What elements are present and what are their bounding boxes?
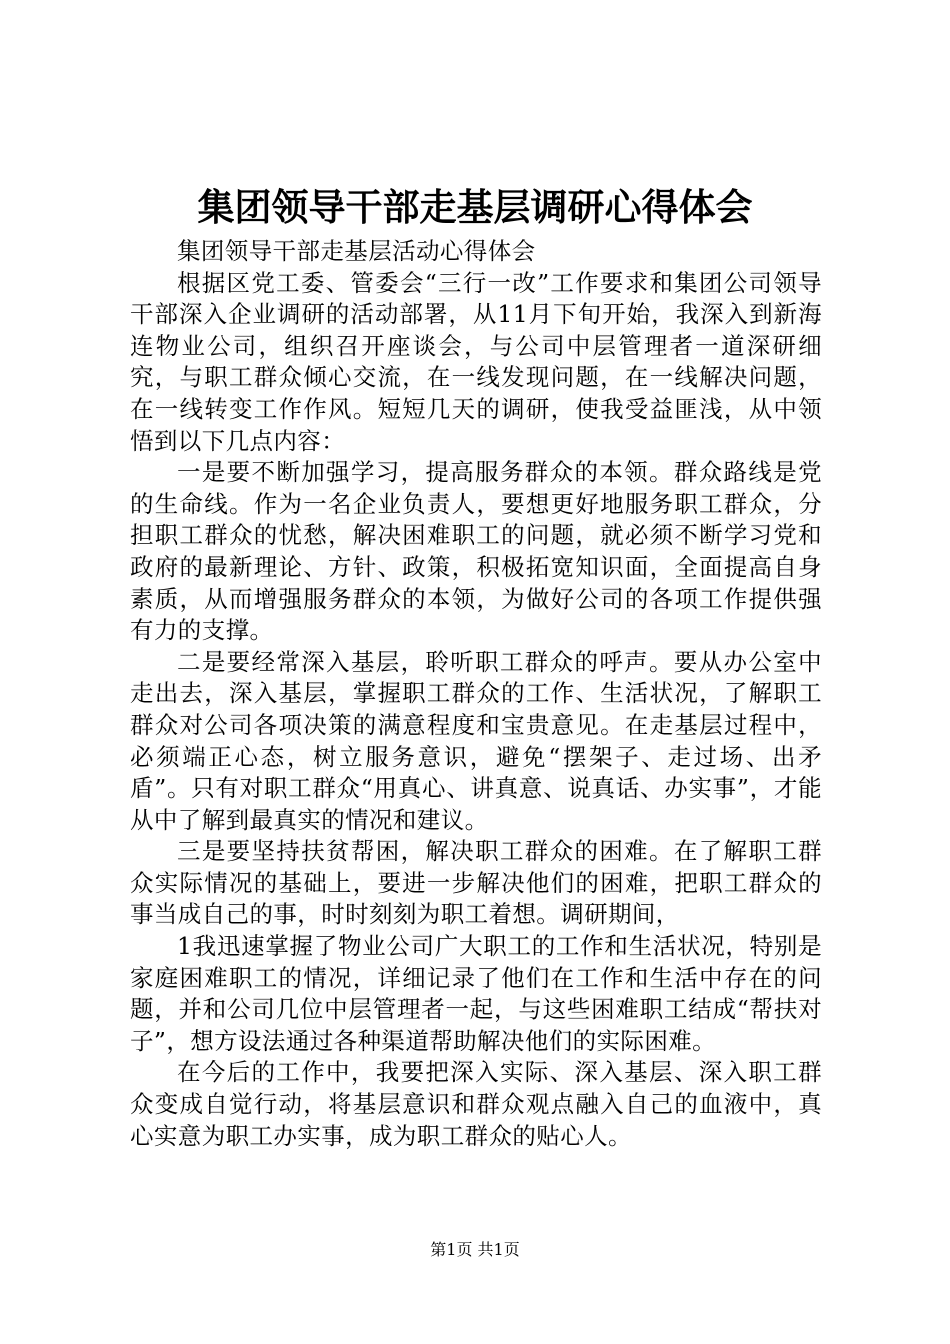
conclusion-paragraph: 在今后的工作中，我要把深入实际、深入基层、深入职工群众变成自觉行动，将基层意识和群众观点融入自己的血液中，真心实意为职工办实事，成为职工群众的贴心人。 [130,1058,822,1150]
details-paragraph: 1我迅速掌握了物业公司广大职工的工作和生活状况，特别是家庭困难职工的情况，详细记录了他们在工作和生活中存在的问题，并和公司几位中层管理者一起，与这些困难职工结成“帮扶对子”，想方设法通过各种渠道帮助解决他们的实际困难。 [130,932,822,1055]
page-footer: 第1页 共1页 [430,1240,520,1259]
intro-paragraph: 根据区党工委、管委会“三行一改”工作要求和集团公司领导干部深入企业调研的活动部署，从11月下旬开始，我深入到新海连物业公司，组织召开座谈会，与公司中层管理者一道深研细究，与职工群众倾心交流，在一线发现问题，在一线解决问题，在一线转变工作作风。短短几天的调研，使我受益匪浅，从中领悟到以下几点内容： [130,268,822,455]
subtitle-paragraph: 集团领导干部走基层活动心得体会 [177,237,536,265]
page-title: 集团领导干部走基层调研心得体会 [197,186,753,229]
document-body [130,236,822,1152]
point-one-paragraph: 一是要不断加强学习，提高服务群众的本领。群众路线是党的生命线。作为一名企业负责人，要想更好地服务职工群众，分担职工群众的忧愁，解决困难职工的问题，就必须不断学习党和政府的最新理论、方针、政策，积极拓宽知识面，全面提高自身素质，从而增强服务群众的本领，为做好公司的各项工作提供强有力的支撑。 [130,458,822,645]
point-two-paragraph: 二是要经常深入基层，聆听职工群众的呼声。要从办公室中走出去，深入基层，掌握职工群众的工作、生活状况，了解职工群众对公司各项决策的满意程度和宝贵意见。在走基层过程中，必须端正心态，树立服务意识，避免“摆架子、走过场、出矛盾”。只有对职工群众“用真心、讲真意、说真话、办实事”，才能从中了解到最真实的情况和建议。 [130,647,822,834]
point-three-paragraph: 三是要坚持扶贫帮困，解决职工群众的困难。在了解职工群众实际情况的基础上，要进一步解决他们的困难，把职工群众的事当成自己的事，时时刻刻为职工着想。调研期间， [130,837,822,929]
